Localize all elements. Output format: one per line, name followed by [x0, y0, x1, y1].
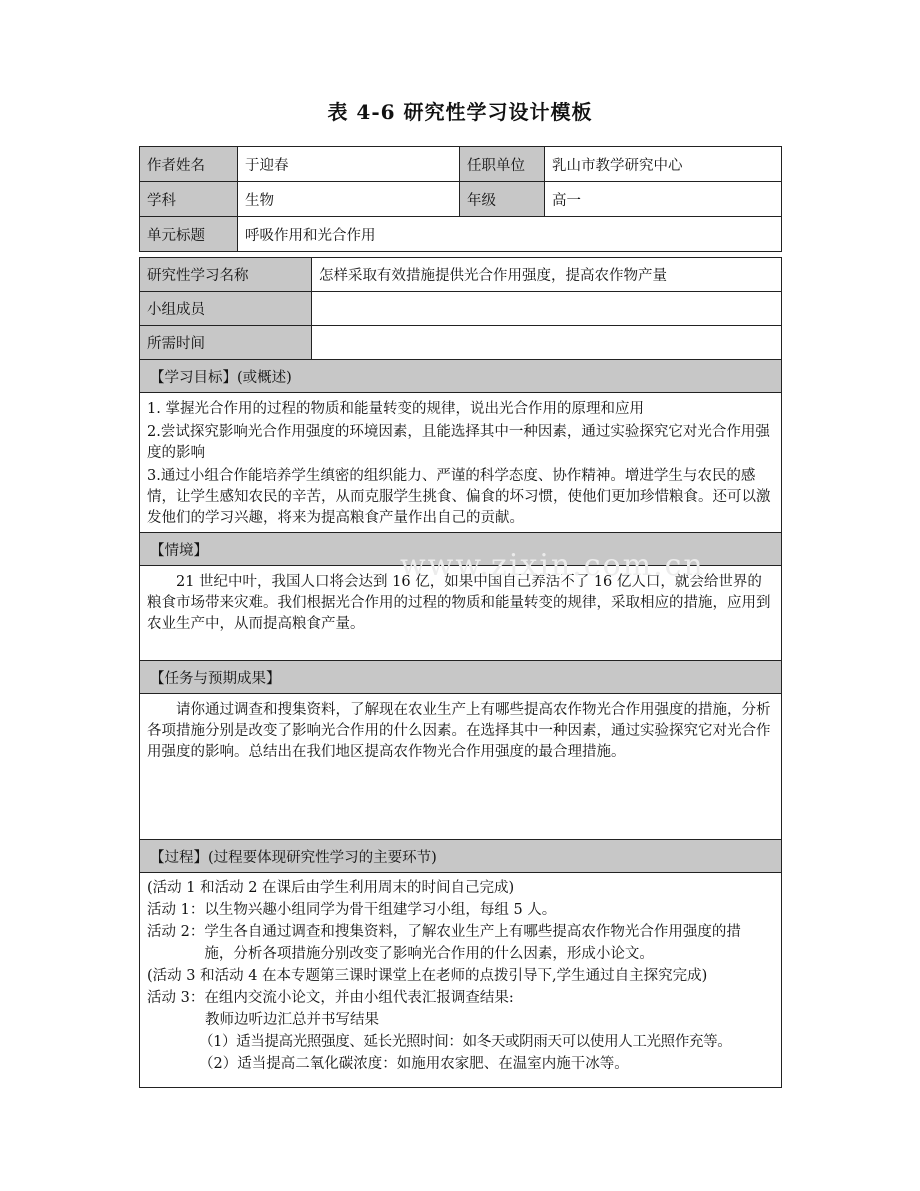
process-item-2: （2）适当提高二氧化碳浓度：如施用农家肥、在温室内施干冰等。	[199, 1056, 629, 1072]
process-item-1: （1）适当提高光照强度、延长光照时间：如冬天或阴雨天可以使用人工光照作充等。	[199, 1034, 732, 1050]
situation-text: 21 世纪中叶，我国人口将会达到 16 亿，如果中国自己养活不了 16 亿人口，就会给世界的粮食市场带来灾难。我们根据光合作用的过程的物质和能量转变的规律，采取相应的措施，应用到农业生产中，从而提高粮食产量。	[140, 566, 782, 661]
unit-title-value: 呼吸作用和光合作用	[238, 217, 782, 252]
subject-label: 学科	[140, 182, 238, 217]
situation-header: 【情境】	[140, 533, 782, 566]
activity-3-text: 在组内交流小论文，并由小组代表汇报调查结果:	[204, 990, 514, 1006]
activity-1	[147, 899, 774, 921]
time-label: 所需时间	[140, 326, 312, 360]
activity-3-label: 活动 3：	[147, 990, 205, 1006]
activity-1-text: 以生物兴趣小组同学为骨干组建学习小组，每组 5 人。	[204, 902, 557, 918]
author-label: 作者姓名	[140, 147, 238, 182]
project-name-label: 研究性学习名称	[140, 258, 312, 292]
process-note-1: (活动 1 和活动 2 在课后由学生利用周末的时间自己完成)	[147, 880, 515, 896]
grade-value: 高一	[545, 182, 782, 217]
process-content	[140, 873, 782, 1088]
unit-value: 乳山市教学研究中心	[545, 147, 782, 182]
project-table	[139, 257, 782, 1088]
unit-title-label: 单元标题	[140, 217, 238, 252]
unit-label: 任职单位	[460, 147, 545, 182]
author-value: 于迎春	[238, 147, 460, 182]
goals-content	[140, 393, 782, 533]
goal-line-1: 1. 掌握光合作用的过程的物质和能量转变的规律，说出光合作用的原理和应用	[147, 401, 644, 417]
activity-2	[147, 921, 774, 965]
goal-line-2: 2.尝试探究影响光合作用强度的环境因素，且能选择其中一种因素，通过实验探究它对光合作用强度的影响	[147, 424, 770, 461]
grade-label: 年级	[460, 182, 545, 217]
project-name-value: 怎样采取有效措施提供光合作用强度，提高农作物产量	[312, 258, 782, 292]
members-value	[312, 292, 782, 326]
watermark: www.zixin.com.cn	[400, 548, 705, 583]
members-label: 小组成员	[140, 292, 312, 326]
goals-header: 【学习目标】(或概述)	[140, 360, 782, 393]
task-header: 【任务与预期成果】	[140, 661, 782, 694]
teacher-note: 教师边听边汇总并书写结果	[205, 1012, 379, 1028]
task-text: 请你通过调查和搜集资料，了解现在农业生产上有哪些提高农作物光合作用强度的措施，分析各项措施分别是改变了影响光合作用的什么因素。在选择其中一种因素，通过实验探究它对光合作用强度的影响。总结出在我们地区提高农作物光合作用强度的最合理措施。	[140, 694, 782, 840]
activity-3	[147, 987, 774, 1009]
process-note-2: (活动 3 和活动 4 在本专题第三课时课堂上在老师的点拨引导下,学生通过自主探究完成)	[147, 968, 708, 984]
process-header: 【过程】(过程要体现研究性学习的主要环节)	[140, 840, 782, 873]
activity-2-label: 活动 2：	[147, 924, 205, 940]
activity-1-label: 活动 1：	[147, 902, 205, 918]
goal-line-3: 3.通过小组合作能培养学生缜密的组织能力、严谨的科学态度、协作精神。增进学生与农民的感情，让学生感知农民的辛苦，从而克服学生挑食、偏食的坏习惯，使他们更加珍惜粮食。还可以激发他们的学习兴趣，将来为提高粮食产量作出自己的贡献。	[147, 468, 771, 526]
time-value	[312, 326, 782, 360]
activity-2-text: 学生各自通过调查和搜集资料，了解农业生产上有哪些提高农作物光合作用强度的措施，分析各项措施分别改变了影响光合作用的什么因素，形成小论文。	[204, 924, 741, 962]
subject-value: 生物	[238, 182, 460, 217]
info-table	[139, 146, 782, 252]
page-title: 表 4-6 研究性学习设计模板	[327, 100, 593, 124]
